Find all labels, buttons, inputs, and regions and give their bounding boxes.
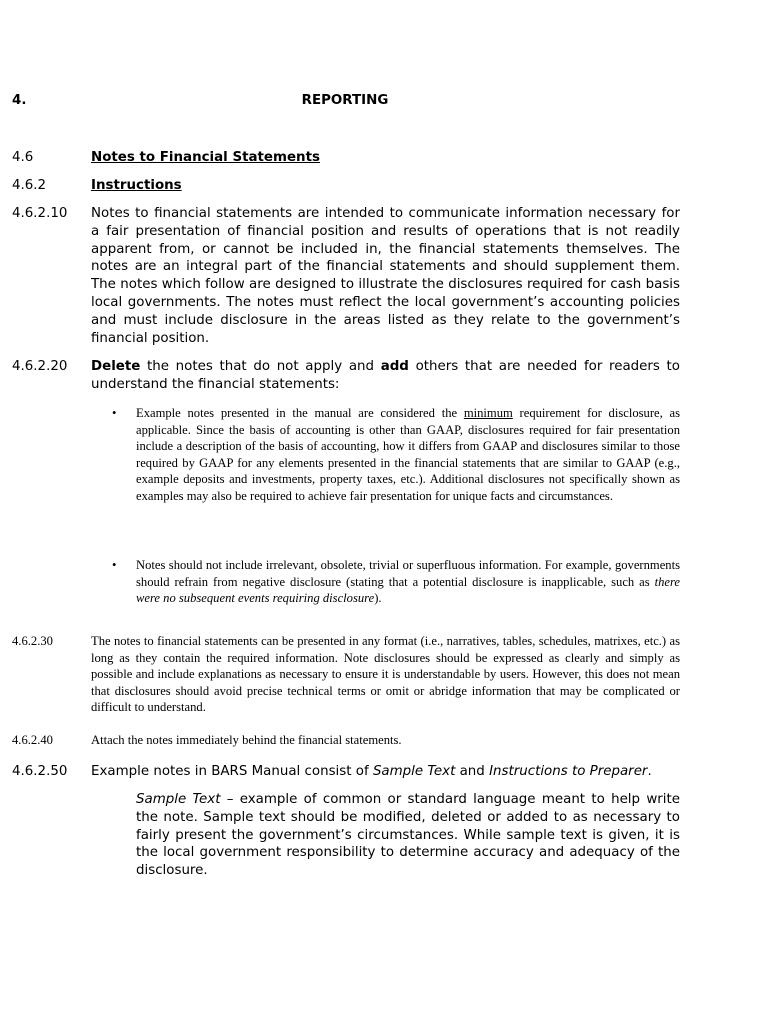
bullet-marker: • bbox=[112, 558, 117, 572]
paragraph-text-part: the notes that do not apply and bbox=[140, 359, 381, 374]
sample-text-definition bbox=[136, 791, 680, 880]
sample-text-term: Sample Text bbox=[136, 792, 221, 807]
paragraph-text bbox=[91, 358, 680, 394]
paragraph-4-6-2-10 bbox=[12, 205, 680, 347]
section-title: Instructions bbox=[91, 178, 182, 193]
section-number: 4.6.2 bbox=[12, 178, 47, 193]
bullet-item-2 bbox=[112, 557, 680, 607]
paragraph-text-part: and bbox=[455, 764, 490, 779]
sample-text-italic: Sample Text bbox=[372, 764, 456, 779]
paragraph-text-part: Example notes in BARS Manual consist of bbox=[91, 764, 373, 779]
chapter-heading bbox=[12, 92, 678, 112]
paragraph-text: Notes to financial statements are intended to communicate information necessary for a fair presentation of financial position and results of operations that is not readily apparent from, or cannot be included in, the financial statements themselves. The notes are an integral part of the financial statements and should supplement them. The notes which follow are designed to illustrate the disclosures required for cash basis local governments. The notes must reflect the local government’s accounting policies and must include disclosure in the areas listed as they relate to the government’s financial position. bbox=[91, 206, 680, 346]
paragraph-number: 4.6.2.20 bbox=[12, 359, 68, 374]
paragraph-text: The notes to financial statements can be presented in any format (i.e., narratives, tables, schedules, matrixes, etc.) as long as they contain the required information. Note disclosures should be expressed as clearly and simply as possible and include explanations as necessary to ensure it is understandable by users. However, this does not mean that disclosures should avoid precise technical terms or omit or abridge information that may be complicated or difficult to understand. bbox=[91, 634, 680, 715]
paragraph-number: 4.6.2.50 bbox=[12, 764, 68, 779]
sample-text-description: – example of common or standard language meant to help write the note. Sample text should be modified, deleted or added to as necessary to fairly present the government’s circumstances. While sample text is given, it is the local government responsibility to determine accuracy and adequacy of the disclosure. bbox=[136, 792, 680, 879]
bullet-text bbox=[136, 405, 680, 505]
section-title: Notes to Financial Statements bbox=[91, 150, 320, 165]
bullet-text-part: Example notes presented in the manual are considered the bbox=[136, 406, 464, 420]
section-4-6 bbox=[12, 149, 680, 167]
example-italic: there were no subsequent events requiring disclosure bbox=[136, 574, 680, 606]
section-number: 4.6 bbox=[12, 150, 34, 165]
paragraph-text: Attach the notes immediately behind the financial statements. bbox=[91, 733, 402, 747]
paragraph-text-part: others that are needed for readers to understand the financial statements: bbox=[91, 359, 681, 392]
instructions-italic: Instructions to Preparer bbox=[489, 764, 648, 779]
bullet-item-1 bbox=[112, 405, 680, 505]
bullet-text bbox=[136, 557, 680, 607]
paragraph-4-6-2-50 bbox=[12, 763, 680, 781]
paragraph-4-6-2-40 bbox=[12, 732, 680, 749]
bullet-text-part: requirement for disclosure, as applicable. Since the basis of accounting is other than GAAP, disclosures required for fair presentation include a description of the basis of accounting, how it differs from GAAP and disclosures similar to those required by GAAP for any elements presented in the financial statements that are similar to GAAP (e.g., example deposits and investments, property taxes, etc.). Additional disclosures not specifically shown as examples may also be required to achieve fair presentation for unique facts and circumstances. bbox=[136, 406, 681, 503]
add-emphasis: add bbox=[380, 359, 409, 374]
paragraph-text bbox=[91, 763, 680, 781]
paragraph-text-part: . bbox=[647, 764, 652, 779]
minimum-emphasis: minimum bbox=[463, 406, 513, 420]
bullet-marker: • bbox=[112, 406, 117, 420]
paragraph-number: 4.6.2.10 bbox=[12, 206, 68, 221]
section-4-6-2 bbox=[12, 177, 680, 195]
paragraph-4-6-2-30 bbox=[12, 633, 680, 716]
chapter-number: 4. bbox=[12, 93, 27, 108]
chapter-title: REPORTING bbox=[301, 93, 389, 108]
bullet-text-part: ). bbox=[374, 591, 382, 606]
paragraph-4-6-2-20 bbox=[12, 358, 680, 394]
paragraph-number: 4.6.2.30 bbox=[12, 634, 53, 648]
delete-emphasis: Delete bbox=[91, 359, 141, 374]
bullet-text-part: Notes should not include irrelevant, obsolete, trivial or superfluous information. For example, governments should refrain from negative disclosure (stating that a potential disclosure is inapplicable, such as bbox=[136, 558, 680, 589]
paragraph-number: 4.6.2.40 bbox=[12, 733, 53, 747]
